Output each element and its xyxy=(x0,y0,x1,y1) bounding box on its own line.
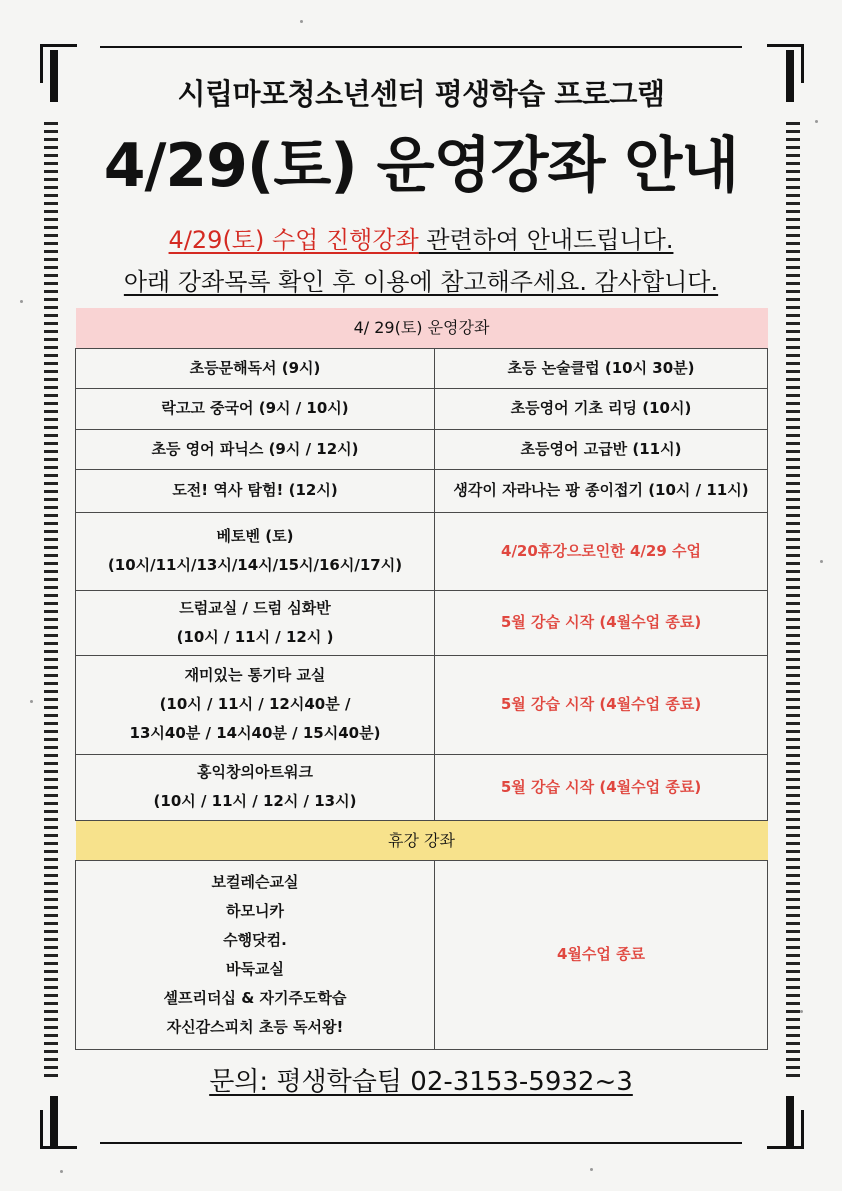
frame-tick xyxy=(44,386,58,389)
frame-tick xyxy=(786,786,800,789)
frame-tick xyxy=(786,546,800,549)
frame-tick xyxy=(786,514,800,517)
course-cell: 초등영어 고급반 (11시) xyxy=(435,429,768,469)
closed-course-cell xyxy=(76,860,435,1049)
frame-tick xyxy=(44,1002,58,1005)
course-line: 13시40분 / 14시40분 / 15시40분) xyxy=(129,724,381,742)
frame-tick xyxy=(44,506,58,509)
frame-tick xyxy=(786,986,800,989)
course-line: (10시 / 11시 / 12시 ) xyxy=(176,627,334,646)
frame-tick xyxy=(786,778,800,781)
frame-tick xyxy=(786,314,800,317)
course-cell: 도전! 역사 탐험! (12시) xyxy=(76,469,435,512)
frame-tick xyxy=(44,378,58,381)
frame-tick xyxy=(786,658,800,661)
frame-tick xyxy=(44,986,58,989)
frame-tick xyxy=(786,690,800,693)
frame-tick xyxy=(44,210,58,213)
notice-line-1 xyxy=(0,220,842,255)
frame-tick xyxy=(44,970,58,973)
frame-tick xyxy=(44,314,58,317)
frame-tick xyxy=(44,426,58,429)
frame-tick xyxy=(786,610,800,613)
frame-tick xyxy=(786,1026,800,1029)
frame-tick xyxy=(44,866,58,869)
frame-tick xyxy=(786,346,800,349)
frame-tick xyxy=(44,594,58,597)
closed-course: 바둑교실 xyxy=(226,959,284,978)
frame-tick xyxy=(44,1010,58,1013)
frame-tick xyxy=(44,330,58,333)
frame-tick xyxy=(786,1050,800,1053)
closed-heading: 휴강 강좌 xyxy=(388,830,455,850)
frame-tick xyxy=(786,650,800,653)
frame-tick xyxy=(44,1026,58,1029)
frame-tick xyxy=(786,442,800,445)
top-rule xyxy=(100,46,742,48)
frame-tick xyxy=(786,930,800,933)
frame-tick xyxy=(786,538,800,541)
course-line: 재미있는 통기타 교실 xyxy=(184,666,326,684)
frame-tick xyxy=(786,466,800,469)
frame-tick xyxy=(786,866,800,869)
course-cell: 락고고 중국어 (9시 / 10시) xyxy=(76,388,435,429)
frame-tick xyxy=(44,370,58,373)
closed-header-row xyxy=(76,820,768,860)
closed-course: 수행닷컴. xyxy=(223,930,287,949)
frame-tick xyxy=(786,362,800,365)
frame-tick xyxy=(786,410,800,413)
notice-highlight: 4/29(토) 수업 진행강좌 xyxy=(168,226,419,254)
frame-tick xyxy=(44,890,58,893)
frame-tick xyxy=(44,642,58,645)
frame-tick xyxy=(44,514,58,517)
course-line: 드럼교실 / 드럼 심화반 xyxy=(179,598,331,617)
frame-tick xyxy=(44,714,58,717)
operating-heading: 4/ 29(토) 운영강좌 xyxy=(353,318,490,338)
frame-tick xyxy=(44,474,58,477)
frame-tick xyxy=(44,810,58,813)
frame-tick xyxy=(44,602,58,605)
speckle xyxy=(800,1010,803,1013)
frame-tick xyxy=(44,722,58,725)
frame-tick xyxy=(44,338,58,341)
frame-tick xyxy=(44,354,58,357)
notice-line-1-rest: 관련하여 안내드립니다. xyxy=(418,226,674,254)
frame-tick xyxy=(786,330,800,333)
frame-tick xyxy=(44,258,58,261)
closed-course: 자신감스피치 초등 독서왕! xyxy=(166,1017,344,1036)
frame-tick xyxy=(786,882,800,885)
frame-tick xyxy=(786,354,800,357)
frame-tick xyxy=(44,458,58,461)
frame-tick xyxy=(786,634,800,637)
frame-tick xyxy=(786,746,800,749)
frame-tick xyxy=(786,394,800,397)
frame-tick xyxy=(44,954,58,957)
frame-tick xyxy=(786,762,800,765)
contact-text: 문의: 평생학습팀 02-3153-5932~3 xyxy=(209,1067,633,1097)
frame-tick xyxy=(44,858,58,861)
speckle xyxy=(820,560,823,563)
frame-tick xyxy=(44,818,58,821)
frame-tick xyxy=(44,914,58,917)
frame-tick xyxy=(786,810,800,813)
course-cell: 생각이 자라나는 팡 종이접기 (10시 / 11시) xyxy=(435,469,768,512)
course-cell xyxy=(76,512,435,590)
frame-tick xyxy=(44,498,58,501)
frame-tick xyxy=(44,786,58,789)
course-line: (10시 / 11시 / 12시40분 / xyxy=(159,695,351,713)
status-cell: 5월 강습 시작 (4월수업 종료) xyxy=(435,754,768,820)
frame-tick xyxy=(44,562,58,565)
frame-tick xyxy=(44,682,58,685)
frame-tick xyxy=(44,922,58,925)
frame-tick xyxy=(44,450,58,453)
frame-tick xyxy=(44,434,58,437)
frame-tick xyxy=(44,1042,58,1045)
operating-header-row xyxy=(76,308,768,348)
frame-tick xyxy=(786,322,800,325)
frame-tick xyxy=(44,706,58,709)
frame-tick xyxy=(786,706,800,709)
frame-tick xyxy=(44,410,58,413)
frame-tick xyxy=(44,946,58,949)
frame-tick xyxy=(786,1042,800,1045)
frame-tick xyxy=(786,570,800,573)
table-row xyxy=(76,429,768,469)
frame-tick xyxy=(786,370,800,373)
frame-tick xyxy=(44,634,58,637)
frame-tick xyxy=(786,618,800,621)
frame-tick xyxy=(786,338,800,341)
frame-tick xyxy=(44,538,58,541)
frame-tick xyxy=(44,618,58,621)
speckle xyxy=(60,1170,63,1173)
frame-tick xyxy=(786,530,800,533)
course-cell: 초등문해독서 (9시) xyxy=(76,348,435,388)
frame-tick xyxy=(786,962,800,965)
closed-course: 하모니카 xyxy=(226,901,284,920)
frame-tick xyxy=(786,402,800,405)
frame-tick xyxy=(44,442,58,445)
course-cell: 초등영어 기초 리딩 (10시) xyxy=(435,388,768,429)
frame-tick xyxy=(786,682,800,685)
frame-tick xyxy=(44,802,58,805)
frame-tick xyxy=(786,890,800,893)
frame-tick xyxy=(44,298,58,301)
frame-tick xyxy=(786,738,800,741)
frame-tick xyxy=(44,770,58,773)
table-row xyxy=(76,512,768,590)
frame-tick xyxy=(786,978,800,981)
frame-tick xyxy=(786,426,800,429)
frame-tick xyxy=(786,754,800,757)
frame-tick xyxy=(44,610,58,613)
frame-tick xyxy=(786,586,800,589)
status-cell: 5월 강습 시작 (4월수업 종료) xyxy=(435,590,768,655)
frame-tick xyxy=(786,1034,800,1037)
frame-tick xyxy=(786,818,800,821)
frame-tick xyxy=(786,666,800,669)
frame-tick xyxy=(44,482,58,485)
frame-tick xyxy=(786,210,800,213)
contact-info xyxy=(0,1061,842,1098)
frame-tick xyxy=(44,994,58,997)
frame-tick xyxy=(44,466,58,469)
frame-tick xyxy=(786,386,800,389)
status-cell: 4/20휴강으로인한 4/29 수업 xyxy=(435,512,768,590)
corner-bottom-left xyxy=(40,1110,77,1149)
closed-status-cell: 4월수업 종료 xyxy=(435,860,768,1049)
frame-tick xyxy=(44,322,58,325)
frame-tick xyxy=(786,306,800,309)
frame-tick xyxy=(786,714,800,717)
frame-tick xyxy=(44,762,58,765)
frame-tick xyxy=(786,874,800,877)
frame-tick xyxy=(786,474,800,477)
frame-tick xyxy=(786,946,800,949)
left-bar-bottom xyxy=(50,1096,58,1148)
course-line: (10시 / 11시 / 12시 / 13시) xyxy=(153,792,357,810)
frame-tick xyxy=(786,1018,800,1021)
frame-tick xyxy=(44,826,58,829)
frame-tick xyxy=(44,522,58,525)
frame-tick xyxy=(44,490,58,493)
frame-tick xyxy=(786,970,800,973)
frame-tick xyxy=(44,346,58,349)
frame-tick xyxy=(44,930,58,933)
frame-tick xyxy=(786,938,800,941)
frame-tick xyxy=(44,730,58,733)
table-row xyxy=(76,655,768,754)
frame-tick xyxy=(44,938,58,941)
frame-tick xyxy=(786,554,800,557)
frame-tick xyxy=(786,602,800,605)
status-cell: 5월 강습 시작 (4월수업 종료) xyxy=(435,655,768,754)
frame-tick xyxy=(44,530,58,533)
course-cell xyxy=(76,655,435,754)
course-table xyxy=(75,308,768,1050)
frame-tick xyxy=(786,578,800,581)
frame-tick xyxy=(786,458,800,461)
frame-tick xyxy=(44,754,58,757)
frame-tick xyxy=(786,914,800,917)
speckle xyxy=(20,300,23,303)
frame-tick xyxy=(44,306,58,309)
page-title: 4/29(토) 운영강좌 안내 xyxy=(103,131,739,201)
frame-tick xyxy=(44,554,58,557)
speckle xyxy=(590,1168,593,1171)
frame-tick xyxy=(44,834,58,837)
frame-tick xyxy=(44,898,58,901)
course-cell xyxy=(76,754,435,820)
frame-tick xyxy=(786,594,800,597)
right-bar-bottom xyxy=(786,1096,794,1148)
frame-tick xyxy=(44,1018,58,1021)
frame-tick xyxy=(786,434,800,437)
frame-tick xyxy=(44,738,58,741)
frame-tick xyxy=(786,506,800,509)
course-line: 홍익창의아트워크 xyxy=(197,763,313,781)
frame-tick xyxy=(44,570,58,573)
frame-tick xyxy=(786,834,800,837)
frame-tick xyxy=(44,794,58,797)
frame-tick xyxy=(44,978,58,981)
frame-tick xyxy=(786,898,800,901)
frame-tick xyxy=(44,666,58,669)
frame-tick xyxy=(44,690,58,693)
course-cell: 초등 영어 파닉스 (9시 / 12시) xyxy=(76,429,435,469)
frame-tick xyxy=(44,778,58,781)
frame-tick xyxy=(44,402,58,405)
frame-tick xyxy=(786,730,800,733)
closed-course: 셀프리더십 & 자기주도학습 xyxy=(163,988,347,1007)
frame-tick xyxy=(786,626,800,629)
frame-tick xyxy=(44,1034,58,1037)
course-cell: 초등 논술클럽 (10시 30분) xyxy=(435,348,768,388)
frame-tick xyxy=(786,842,800,845)
frame-tick xyxy=(786,498,800,501)
table-row xyxy=(76,348,768,388)
table-row xyxy=(76,590,768,655)
course-line: (10시/11시/13시/14시/15시/16시/17시) xyxy=(107,556,403,574)
frame-tick xyxy=(786,418,800,421)
frame-tick xyxy=(786,482,800,485)
speckle xyxy=(300,20,303,23)
frame-tick xyxy=(786,298,800,301)
frame-tick xyxy=(786,858,800,861)
frame-tick xyxy=(44,842,58,845)
frame-tick xyxy=(786,770,800,773)
frame-tick xyxy=(786,522,800,525)
table-row xyxy=(76,860,768,1049)
frame-tick xyxy=(44,650,58,653)
frame-tick xyxy=(44,418,58,421)
frame-tick xyxy=(44,906,58,909)
frame-tick xyxy=(44,674,58,677)
frame-tick xyxy=(786,258,800,261)
frame-tick xyxy=(786,802,800,805)
frame-tick xyxy=(786,562,800,565)
speckle xyxy=(815,120,818,123)
frame-tick xyxy=(786,698,800,701)
bottom-rule xyxy=(100,1142,742,1144)
frame-tick xyxy=(44,578,58,581)
frame-tick xyxy=(44,586,58,589)
closed-course: 보컬레슨교실 xyxy=(211,872,299,891)
course-cell xyxy=(76,590,435,655)
frame-tick xyxy=(44,546,58,549)
frame-tick xyxy=(44,626,58,629)
frame-tick xyxy=(786,794,800,797)
frame-tick xyxy=(786,922,800,925)
notice-line-2 xyxy=(0,262,842,297)
frame-tick xyxy=(44,658,58,661)
frame-tick xyxy=(786,490,800,493)
frame-tick xyxy=(786,850,800,853)
frame-tick xyxy=(44,394,58,397)
frame-tick xyxy=(786,954,800,957)
frame-tick xyxy=(786,378,800,381)
frame-tick xyxy=(44,362,58,365)
table-row xyxy=(76,754,768,820)
table-row xyxy=(76,388,768,429)
frame-tick xyxy=(786,1002,800,1005)
page-subtitle: 시립마포청소년센터 평생학습 프로그램 xyxy=(177,77,665,111)
speckle xyxy=(30,700,33,703)
frame-tick xyxy=(786,642,800,645)
frame-tick xyxy=(44,698,58,701)
notice-line-2-text: 아래 강좌목록 확인 후 이용에 참고해주세요. 감사합니다. xyxy=(123,268,719,296)
frame-tick xyxy=(44,874,58,877)
frame-tick xyxy=(786,674,800,677)
frame-tick xyxy=(786,1010,800,1013)
frame-tick xyxy=(786,906,800,909)
table-row xyxy=(76,469,768,512)
frame-tick xyxy=(44,850,58,853)
frame-tick xyxy=(786,826,800,829)
course-line: 베토벤 (토) xyxy=(216,527,294,545)
frame-tick xyxy=(44,962,58,965)
frame-tick xyxy=(786,994,800,997)
frame-tick xyxy=(44,882,58,885)
frame-tick xyxy=(44,746,58,749)
frame-tick xyxy=(44,1050,58,1053)
frame-tick xyxy=(786,450,800,453)
frame-tick xyxy=(786,722,800,725)
